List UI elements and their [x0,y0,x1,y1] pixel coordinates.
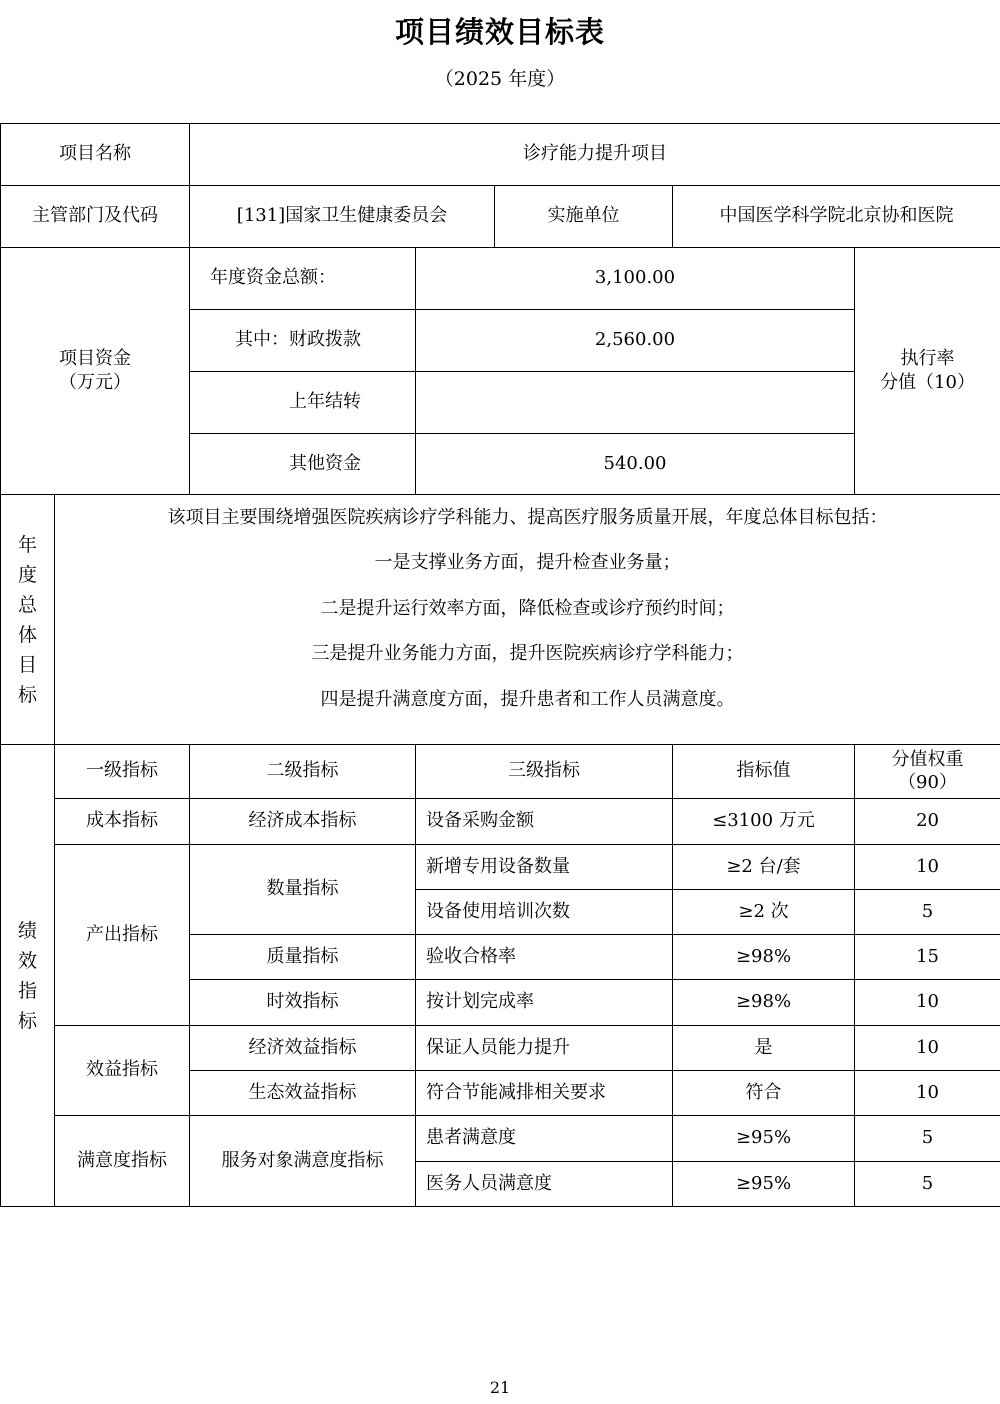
page-title: 项目绩效目标表 [394,15,605,49]
annual-goals-row [1,495,1000,745]
level3-cell: 设备使用培训次数 [416,890,673,935]
table-row [1,1116,1000,1162]
level2-economic-benefit: 经济效益指标 [190,1026,416,1071]
funds-label [1,248,190,495]
level3-cell: 符合节能减排相关要求 [416,1071,673,1116]
indicator-value: 符合 [673,1071,855,1116]
level3-cell: 患者满意度 [416,1116,673,1162]
indicator-weight: 5 [855,1162,1000,1207]
annual-goals-label: 年度总体目标 [1,495,55,745]
indicator-weight: 5 [855,1116,1000,1162]
indicator-weight: 10 [855,1026,1000,1071]
funds-total-label: 年度资金总额： [190,248,416,310]
header-level2: 二级指标 [190,745,416,799]
annual-goals-content [55,495,1000,745]
funds-other-label: 其他资金 [190,434,416,495]
page-subtitle: （2025 年度） [434,68,566,90]
goal-line: 二是提升运行效率方面，降低检查或诊疗预约时间； [320,597,735,619]
goal-line: 该项目主要围绕增强医院疾病诊疗学科能力、提高医疗服务质量开展，年度总体目标包括： [167,506,888,528]
execution-rate-line1: 执行率 [900,347,955,369]
table-row [1,845,1000,890]
department-label: 主管部门及代码 [1,186,190,248]
funds-total-row [1,248,1000,310]
indicator-value: ≥2 次 [673,890,855,935]
header-weight-line2: （90） [898,771,957,793]
header-weight-line1: 分值权重 [891,749,964,770]
indicator-value: ≤3100 万元 [673,799,855,845]
level3-cell: 医务人员满意度 [416,1162,673,1207]
level2-quality: 质量指标 [190,935,416,980]
indicator-value: 是 [673,1026,855,1071]
funds-total-value: 3,100.00 [416,248,855,310]
level2-quantity: 数量指标 [190,845,416,935]
header-weight [855,745,1000,799]
goal-line: 一是支撑业务方面，提升检查业务量； [374,552,681,574]
level1-benefit: 效益指标 [55,1026,190,1116]
funds-label-line1: 项目资金 [59,347,131,369]
indicator-weight: 10 [855,1071,1000,1116]
level1-satisfaction: 满意度指标 [55,1116,190,1207]
level3-cell: 新增专用设备数量 [416,845,673,890]
execution-rate-line2: 分值（10） [880,372,975,393]
level3-cell: 保证人员能力提升 [416,1026,673,1071]
project-name-row [1,124,1000,186]
level2-economic-cost: 经济成本指标 [190,799,416,845]
implementing-unit-label: 实施单位 [495,186,673,248]
level2-timeliness: 时效指标 [190,980,416,1026]
indicator-value: ≥2 台/套 [673,845,855,890]
indicators-label: 绩效指标 [1,745,55,1207]
goal-line: 四是提升满意度方面，提升患者和工作人员满意度。 [320,688,735,710]
indicator-weight: 10 [855,845,1000,890]
header-value: 指标值 [673,745,855,799]
level1-cost: 成本指标 [55,799,190,845]
indicator-value: ≥95% [673,1116,855,1162]
table-row [1,1026,1000,1071]
header-level1: 一级指标 [55,745,190,799]
project-name-label: 项目名称 [1,124,190,186]
level3-cell: 验收合格率 [416,935,673,980]
indicator-weight: 15 [855,935,1000,980]
funds-carryover-label: 上年结转 [190,372,416,434]
project-name-value: 诊疗能力提升项目 [190,124,1000,186]
department-value: [131]国家卫生健康委员会 [190,186,495,248]
indicator-weight: 10 [855,980,1000,1026]
level2-service-satisfaction: 服务对象满意度指标 [190,1116,416,1207]
execution-rate-score [855,248,1000,495]
level3-cell: 设备采购金额 [416,799,673,845]
funds-fiscal-label: 其中：财政拨款 [190,310,416,372]
implementing-unit-value: 中国医学科学院北京协和医院 [673,186,1000,248]
goal-line: 三是提升业务能力方面，提升医院疾病诊疗学科能力； [311,643,744,665]
performance-table [0,123,1000,1207]
level3-cell: 按计划完成率 [416,980,673,1026]
funds-other-value: 540.00 [416,434,855,495]
funds-fiscal-value: 2,560.00 [416,310,855,372]
level2-ecological-benefit: 生态效益指标 [190,1071,416,1116]
page-number: 21 [489,1378,511,1397]
indicator-value: ≥98% [673,935,855,980]
indicator-header-row [1,745,1000,799]
indicator-weight: 5 [855,890,1000,935]
table-row [1,799,1000,845]
indicator-weight: 20 [855,799,1000,845]
funds-carryover-value [416,372,855,434]
funds-label-line2: （万元） [59,372,131,393]
level1-output: 产出指标 [55,845,190,1026]
indicator-value: ≥98% [673,980,855,1026]
department-row [1,186,1000,248]
header-level3: 三级指标 [416,745,673,799]
indicator-value: ≥95% [673,1162,855,1207]
